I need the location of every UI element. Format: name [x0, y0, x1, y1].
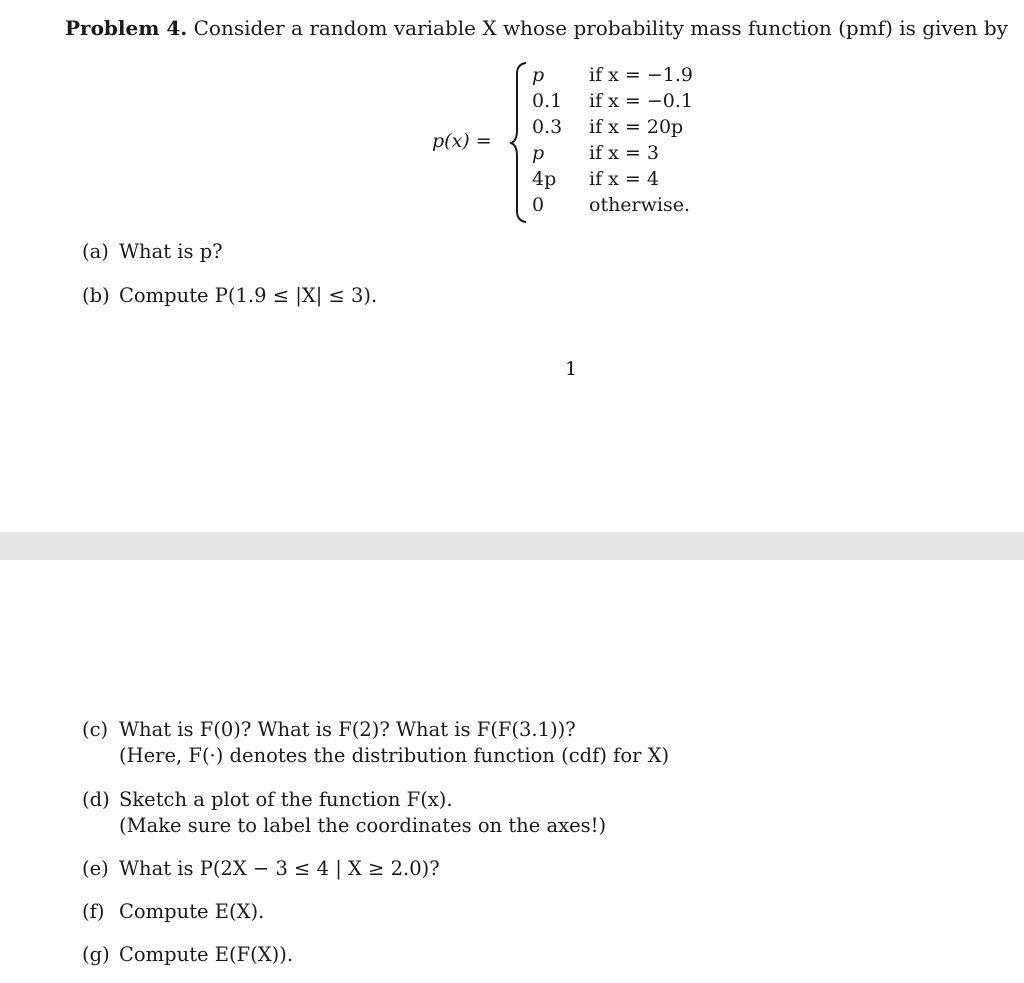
- pmf-definition: [432, 60, 732, 225]
- pmf-case-condition: if x = 3: [589, 142, 659, 164]
- question-label: (a): [82, 240, 109, 263]
- pmf-case-condition: if x = 20p: [589, 116, 684, 138]
- question-label: (g): [82, 943, 110, 966]
- question-text: What is F(0)? What is F(2)? What is F(F(3.1))?: [119, 718, 576, 741]
- question-text: Sketch a plot of the function F(x).: [119, 788, 453, 811]
- pmf-case-value: 0.1: [532, 90, 563, 112]
- pmf-case-value: p: [532, 64, 545, 86]
- question-c: [82, 717, 669, 769]
- pmf-case-row: [432, 140, 732, 166]
- question-label: (c): [82, 718, 109, 741]
- pmf-case-condition: otherwise.: [589, 194, 691, 216]
- question-label: (b): [82, 284, 110, 307]
- pmf-case-row: [432, 62, 732, 88]
- question-note: (Make sure to label the coordinates on the axes!): [119, 814, 607, 837]
- pmf-case-value: 4p: [532, 168, 557, 190]
- page-2: [0, 560, 1024, 983]
- pmf-lhs: p(x) =: [432, 130, 492, 152]
- pmf-case-value: p: [532, 142, 545, 164]
- question-b: [82, 283, 377, 309]
- pmf-case-row: [432, 166, 732, 192]
- pmf-case-value: 0.3: [532, 116, 563, 138]
- question-label: (d): [82, 788, 110, 811]
- question-g: [82, 942, 293, 968]
- pmf-case-row: [432, 88, 732, 114]
- pmf-case-condition: if x = −1.9: [589, 64, 693, 86]
- question-text: Compute P(1.9 ≤ |X| ≤ 3).: [119, 284, 378, 307]
- question-label: (f): [82, 900, 105, 923]
- problem-statement: [65, 14, 1008, 42]
- pmf-case-condition: if x = 4: [589, 168, 659, 190]
- question-text: What is p?: [119, 240, 223, 263]
- page-separator: [0, 532, 1024, 560]
- question-label: (e): [82, 857, 109, 880]
- problem-heading: Problem 4.: [65, 16, 188, 40]
- pmf-case-value: 0: [532, 194, 545, 216]
- pmf-case-row: [432, 114, 732, 140]
- question-note: (Here, F(·) denotes the distribution function (cdf) for X): [119, 744, 670, 767]
- page-number: 1: [565, 358, 578, 380]
- question-text: Compute E(F(X)).: [119, 943, 294, 966]
- problem-text: Consider a random variable X whose probability mass function (pmf) is given by: [193, 16, 1008, 40]
- question-a: [82, 239, 223, 265]
- pmf-case-condition: if x = −0.1: [589, 90, 693, 112]
- question-text: Compute E(X).: [119, 900, 265, 923]
- pmf-case-row: [432, 192, 732, 218]
- question-d: [82, 787, 606, 839]
- question-e: [82, 856, 440, 882]
- question-f: [82, 899, 264, 925]
- question-text: What is P(2X − 3 ≤ 4 | X ≥ 2.0)?: [119, 857, 440, 880]
